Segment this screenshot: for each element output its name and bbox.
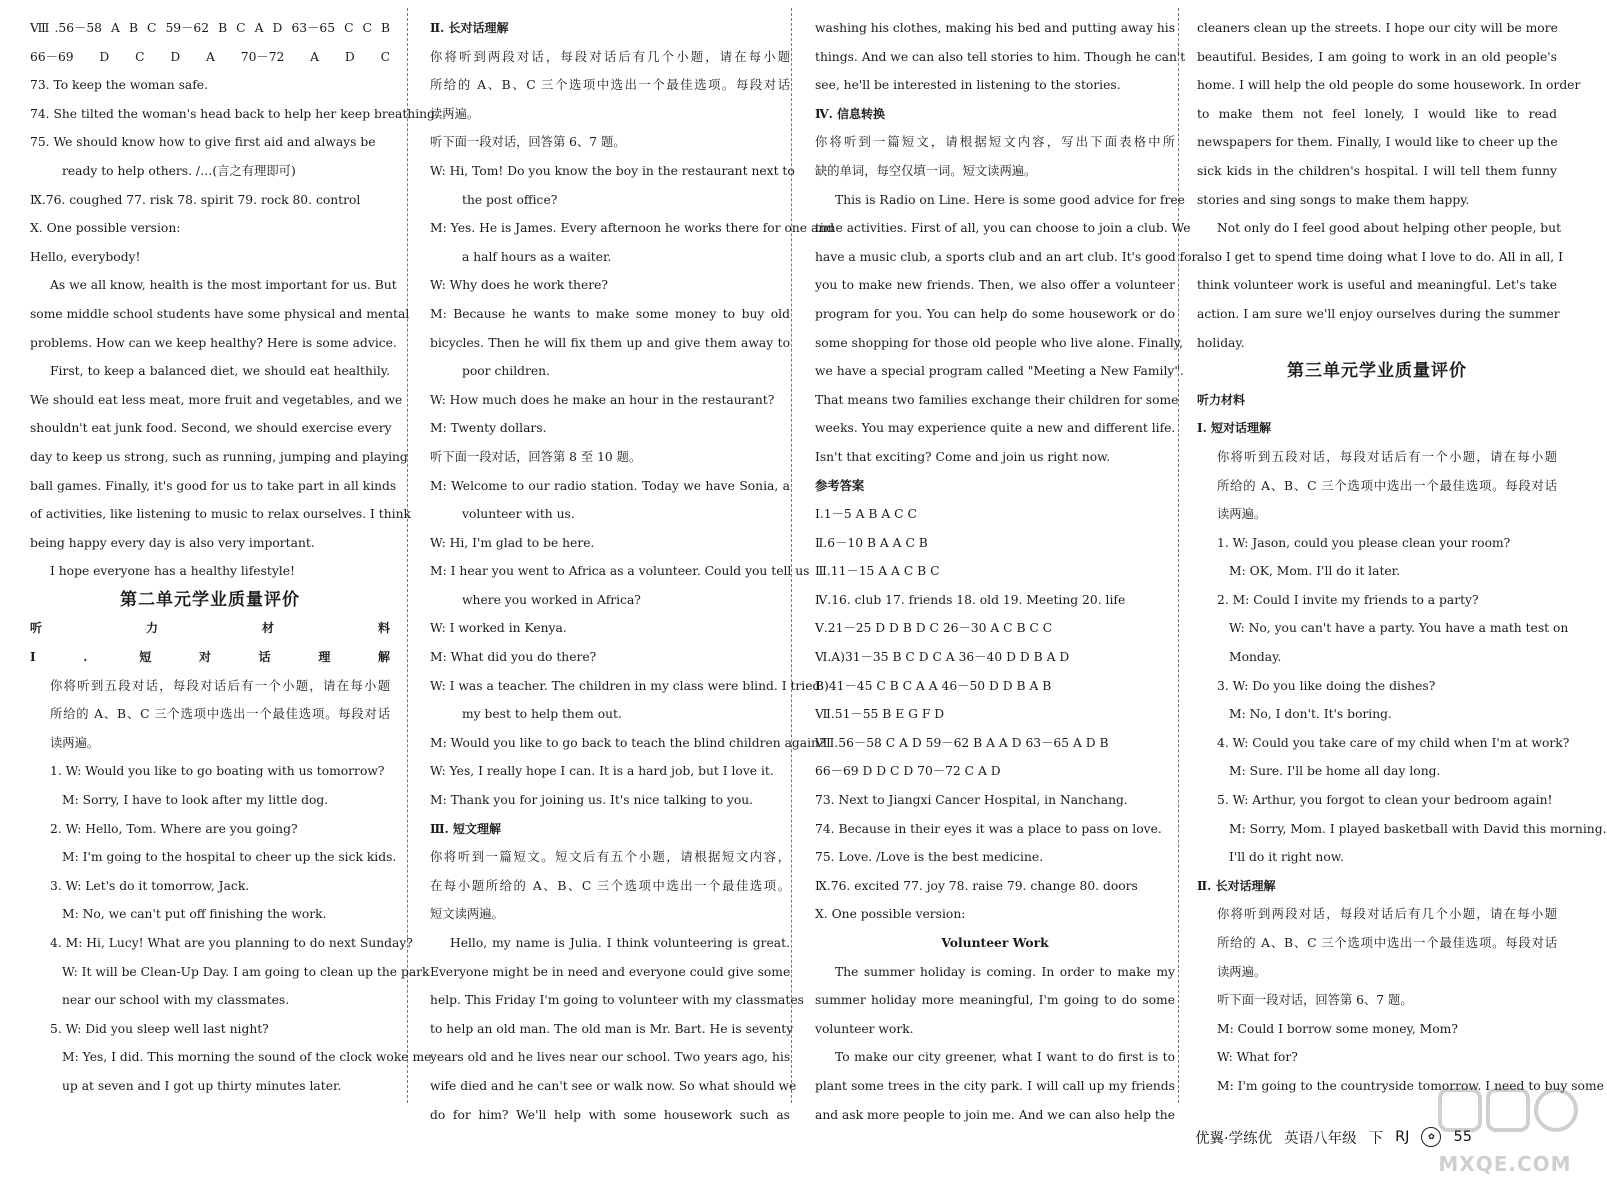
text-line: you to make new friends. Then, we also offer a volunteer	[815, 278, 1175, 293]
text-line: W: No, you can't have a party. You have a math test on	[1229, 621, 1569, 636]
text-line: M: I'm going to the countryside tomorrow. I need to buy some	[1217, 1078, 1604, 1093]
text-line: Ⅰ. 短对话理解	[30, 650, 390, 665]
text-line: time activities. First of all, you can choose to join a club. We	[815, 221, 1191, 236]
text-line: do for him? We'll help with some housework such as	[430, 1107, 790, 1122]
watermark-text: MXQE.COM	[1438, 1152, 1572, 1176]
text-line: beautiful. Besides, I am going to work in an old people's	[1197, 49, 1557, 64]
text-line: Ⅳ. 信息转换	[815, 106, 885, 121]
text-line: 3. W: Let's do it tomorrow, Jack.	[50, 878, 250, 893]
text-line: Volunteer Work	[941, 935, 1049, 950]
text-line: 缺的单词，每空仅填一词。短文读两遍。	[815, 163, 1037, 178]
text-line: 听下面一段对话，回答第 6、7 题。	[430, 135, 626, 150]
text-line: of activities, like listening to music to relax ourselves. I think	[30, 507, 411, 522]
text-line: shouldn't eat junk food. Second, we should exercise every	[30, 421, 392, 436]
text-line: we have a special program called "Meeting a New Family".	[815, 364, 1184, 379]
text-line: the post office?	[462, 192, 558, 207]
text-line: Ⅸ.76. excited 77. joy 78. raise 79. change 80. doors	[815, 878, 1138, 893]
column-1	[30, 14, 439, 1101]
section-title: 第二单元学业质量评价	[120, 589, 300, 610]
text-line: Ⅳ.16. club 17. friends 18. old 19. Meeting 20. life	[815, 592, 1126, 607]
text-line: W: Why does he work there?	[430, 278, 608, 293]
text-line: That means two families exchange their children for some	[815, 392, 1179, 407]
column-2	[430, 14, 835, 1129]
text-line: plant some trees in the city park. I will call up my friends	[815, 1078, 1175, 1093]
page-number: 55	[1453, 1129, 1472, 1145]
text-line: 75. Love. /Love is the best medicine.	[815, 850, 1044, 865]
text-line: 1. W: Jason, could you please clean your room?	[1217, 535, 1511, 550]
section-title: 第三单元学业质量评价	[1287, 361, 1467, 382]
text-line: Ⅹ. One possible version:	[30, 221, 181, 236]
text-line: The summer holiday is coming. In order to make my	[835, 964, 1175, 979]
text-line: 所给的 A、B、C 三个选项中选出一个最佳选项。每段对话	[430, 78, 790, 93]
text-line: newspapers for them. Finally, I would like to cheer up the	[1197, 135, 1558, 150]
text-line: holiday.	[1197, 335, 1245, 350]
text-line: Ⅱ.6－10 B A A C B	[815, 535, 928, 550]
text-line: As we all know, health is the most important for us. But	[50, 278, 397, 293]
text-line: To make our city greener, what I want to do first is to	[835, 1050, 1175, 1065]
text-line: M: Yes. He is James. Every afternoon he works there for one and	[430, 221, 835, 236]
text-line: problems. How can we keep healthy? Here is some advice.	[30, 335, 397, 350]
text-line: near our school with my classmates.	[62, 993, 290, 1008]
edition-label: RJ	[1395, 1129, 1410, 1145]
text-line: Ⅱ. 长对话理解	[1197, 878, 1276, 893]
text-line: Ⅷ.56－58 C A D 59－62 B A A D 63－65 A D B	[815, 735, 1109, 750]
text-line: being happy every day is also very important.	[30, 535, 315, 550]
text-line: B)41－45 C B C A A 46－50 D D B A B	[815, 678, 1052, 693]
text-line: 你将听到一篇短文。短文后有五个小题，请根据短文内容，	[430, 850, 790, 865]
text-line: W: Hi, I'm glad to be here.	[430, 535, 595, 550]
text-line: things. And we can also tell stories to him. Though he can't	[815, 49, 1186, 64]
text-line: 73. To keep the woman safe.	[30, 78, 208, 93]
text-line: Ⅵ.A)31－35 B C D C A 36－40 D D B A D	[815, 650, 1070, 665]
text-line: weeks. You may experience quite a new and different life.	[815, 421, 1176, 436]
text-line: W: Hi, Tom! Do you know the boy in the restaurant next to	[430, 163, 795, 178]
text-line: 73. Next to Jiangxi Cancer Hospital, in Nanchang.	[815, 793, 1128, 808]
text-line: Ⅰ. 短对话理解	[1197, 421, 1271, 436]
text-line: Ⅹ. One possible version:	[815, 907, 966, 922]
text-line: action. I am sure we'll enjoy ourselves during the summer	[1197, 306, 1560, 321]
text-line: M: Yes, I did. This morning the sound of the clock woke me	[62, 1050, 432, 1065]
text-line: have a music club, a sports club and an art club. It's good for	[815, 249, 1198, 264]
text-line: M: Sure. I'll be home all day long.	[1229, 764, 1441, 779]
text-line: 74. She tilted the woman's head back to help her keep breathing.	[30, 106, 439, 121]
text-line: washing his clothes, making his bed and putting away his	[815, 21, 1175, 35]
subject-grade: 英语八年级	[1284, 1130, 1357, 1147]
text-line: M: Would you like to go back to teach the blind children again?	[430, 735, 826, 750]
text-line: program for you. You can help do some housework or do	[815, 306, 1175, 321]
text-line: 你将听到两段对话，每段对话后有几个小题，请在每小题	[430, 49, 790, 64]
text-line: 你将听到两段对话，每段对话后有几个小题，请在每小题	[1217, 907, 1557, 922]
text-line: 在每小题所给的 A、B、C 三个选项中选出一个最佳选项。	[430, 878, 790, 893]
text-line: 4. M: Hi, Lucy! What are you planning to do next Sunday?	[50, 936, 413, 950]
text-line: my best to help them out.	[462, 707, 622, 722]
text-line: some middle school students have some physical and mental	[30, 306, 410, 321]
text-line: Ⅰ.1－5 A B A C C	[815, 507, 917, 522]
text-line: 读两遍。	[50, 735, 100, 750]
text-line: 2. W: Hello, Tom. Where are you going?	[50, 821, 298, 836]
text-line: First, to keep a balanced diet, we should eat healthily.	[50, 364, 390, 379]
text-line: 听下面一段对话，回答第 6、7 题。	[1217, 993, 1413, 1008]
text-line: 短文读两遍。	[430, 907, 504, 922]
text-line: W: Yes, I really hope I can. It is a hard job, but I love it.	[430, 764, 774, 779]
text-line: 5. W: Did you sleep well last night?	[50, 1021, 269, 1036]
text-line: M: Welcome to our radio station. Today we have Sonia, a	[430, 478, 790, 493]
text-line: some shopping for those old people who live alone. Finally,	[815, 335, 1183, 350]
text-line: Not only do I feel good about helping other people, but	[1217, 221, 1562, 236]
text-line: M: I hear you went to Africa as a volunteer. Could you tell us	[430, 564, 810, 579]
text-line: M: No, we can't put off finishing the work.	[62, 907, 327, 922]
text-line: to make them not feel lonely, I would like to read	[1197, 106, 1557, 121]
book-title: 优翼·学练优	[1195, 1130, 1273, 1147]
text-line: volunteer work.	[815, 1021, 914, 1036]
text-line: think volunteer work is useful and meaningful. Let's take	[1197, 278, 1557, 293]
text-line: M: Thank you for joining us. It's nice talking to you.	[430, 793, 754, 808]
text-line: Ⅷ.56－58 A B C 59－62 B C A D 63－65 C C B	[30, 21, 390, 35]
text-line: 读两遍。	[1217, 964, 1267, 979]
text-line: M: No, I don't. It's boring.	[1229, 707, 1392, 722]
text-line: day to keep us strong, such as running, jumping and playing	[30, 449, 408, 464]
text-line: 5. W: Arthur, you forgot to clean your bedroom again!	[1217, 793, 1553, 808]
text-line: This is Radio on Line. Here is some good advice for free	[835, 192, 1185, 207]
text-line: 你将听到五段对话，每段对话后有一个小题，请在每小题	[50, 678, 390, 693]
column-divider	[1178, 8, 1179, 1103]
text-line: Ⅲ. 短文理解	[430, 821, 501, 836]
text-line: volunteer with us.	[462, 507, 575, 522]
text-line: M: Could I borrow some money, Mom?	[1217, 1021, 1458, 1036]
text-line: M: OK, Mom. I'll do it later.	[1229, 564, 1401, 579]
text-line: and ask more people to join me. And we can also help the	[815, 1107, 1175, 1122]
text-line: also I get to spend time doing what I love to do. All in all, I	[1197, 249, 1563, 264]
text-line: sick kids in the children's hospital. I will tell them funny	[1197, 163, 1557, 178]
text-line: W: How much does he make an hour in the restaurant?	[430, 392, 775, 407]
text-line: years old and he lives near our school. Two years ago, his	[430, 1050, 791, 1065]
text-line: cleaners clean up the streets. I hope our city will be more	[1197, 21, 1558, 35]
text-line: Monday.	[1229, 650, 1282, 665]
text-line: M: Sorry, Mom. I played basketball with David this morning.	[1229, 821, 1607, 836]
text-line: stories and sing songs to make them happy.	[1197, 192, 1470, 207]
text-line: Ⅶ.51－55 B E G F D	[815, 707, 945, 722]
text-line: 读两遍。	[430, 106, 480, 121]
text-line: 所给的 A、B、C 三个选项中选出一个最佳选项。每段对话	[1217, 936, 1557, 950]
text-line: W: I worked in Kenya.	[430, 621, 567, 636]
text-line: Ⅴ.21－25 D D B D C 26－30 A C B C C	[815, 621, 1053, 636]
text-line: summer holiday more meaningful, I'm going to do some	[815, 993, 1175, 1008]
text-line: 听力材料	[30, 621, 390, 636]
text-line: poor children.	[462, 364, 550, 379]
text-line: 听下面一段对话，回答第 8 至 10 题。	[430, 449, 642, 464]
page-footer	[1195, 1120, 1575, 1154]
text-line: 读两遍。	[1217, 507, 1267, 522]
text-line: 75. We should know how to give first aid and always be	[30, 135, 376, 150]
text-line: W: What for?	[1217, 1050, 1298, 1065]
text-line: 听力材料	[1197, 392, 1246, 407]
text-line: M: Because he wants to make some money to buy old	[430, 306, 790, 321]
text-line: ball games. Finally, it's good for us to take part in all kinds	[30, 478, 397, 493]
text-line: to help an old man. The old man is Mr. Bart. He is seventy	[430, 1021, 794, 1036]
text-line: W: I was a teacher. The children in my class were blind. I tried	[430, 678, 821, 693]
text-line: I'll do it right now.	[1229, 850, 1344, 865]
text-line: bicycles. Then he will fix them up and give them away to	[430, 335, 790, 350]
column-3	[815, 14, 1198, 1129]
text-line: wife died and he can't see or walk now. So what should we	[430, 1078, 797, 1093]
text-line: 你将听到一篇短文，请根据短文内容，写出下面表格中所	[815, 135, 1175, 150]
text-line: 所给的 A、B、C 三个选项中选出一个最佳选项。每段对话	[1217, 478, 1557, 493]
text-line: 66－69 D D C D 70－72 C A D	[815, 764, 1001, 779]
text-line: I hope everyone has a healthy lifestyle!	[50, 564, 295, 579]
text-line: a half hours as a waiter.	[462, 249, 612, 264]
text-line: up at seven and I got up thirty minutes later.	[62, 1078, 342, 1093]
text-line: Hello, everybody!	[30, 249, 141, 264]
term-label: 下	[1368, 1130, 1384, 1147]
text-line: 3. W: Do you like doing the dishes?	[1217, 678, 1436, 693]
text-line: 74. Because in their eyes it was a place to pass on love.	[815, 821, 1162, 836]
text-line: Hello, my name is Julia. I think volunteering is great.	[450, 936, 790, 950]
text-line: see, he'll be interested in listening to the stories.	[815, 78, 1121, 93]
text-line: M: I'm going to the hospital to cheer up the sick kids.	[62, 850, 397, 865]
text-line: W: It will be Clean-Up Day. I am going to clean up the park	[62, 964, 430, 979]
text-line: 66－69 D C D A 70－72 A D C	[30, 49, 390, 64]
text-line: home. I will help the old people do some housework. In order	[1197, 78, 1581, 93]
text-line: 1. W: Would you like to go boating with us tomorrow?	[50, 764, 385, 779]
text-line: M: Sorry, I have to look after my little dog.	[62, 793, 329, 808]
text-line: help. This Friday I'm going to volunteer with my classmates	[430, 993, 804, 1008]
text-line: 参考答案	[815, 477, 865, 493]
text-line: where you worked in Africa?	[462, 592, 641, 607]
text-line: 4. W: Could you take care of my child when I'm at work?	[1217, 735, 1570, 750]
text-line: Ⅲ.11－15 A A C B C	[815, 564, 940, 579]
text-line: 你将听到五段对话，每段对话后有一个小题，请在每小题	[1217, 449, 1557, 464]
text-line: Isn't that exciting? Come and join us right now.	[815, 449, 1111, 464]
publisher-logo-icon: ✿	[1421, 1127, 1441, 1147]
text-line: Ⅱ. 长对话理解	[430, 21, 509, 35]
text-line: ready to help others. /…(言之有理即可)	[62, 163, 296, 178]
text-line: M: What did you do there?	[430, 650, 597, 665]
text-line: We should eat less meat, more fruit and vegetables, and we	[30, 392, 403, 407]
column-4	[1197, 14, 1607, 1101]
text-line: Everyone might be in need and everyone could give some	[430, 964, 791, 979]
text-line: 所给的 A、B、C 三个选项中选出一个最佳选项。每段对话	[50, 707, 390, 722]
text-line: 2. M: Could I invite my friends to a party?	[1217, 592, 1479, 607]
text-line: Ⅸ.76. coughed 77. risk 78. spirit 79. rock 80. control	[30, 192, 361, 207]
text-line: M: Twenty dollars.	[430, 421, 547, 436]
